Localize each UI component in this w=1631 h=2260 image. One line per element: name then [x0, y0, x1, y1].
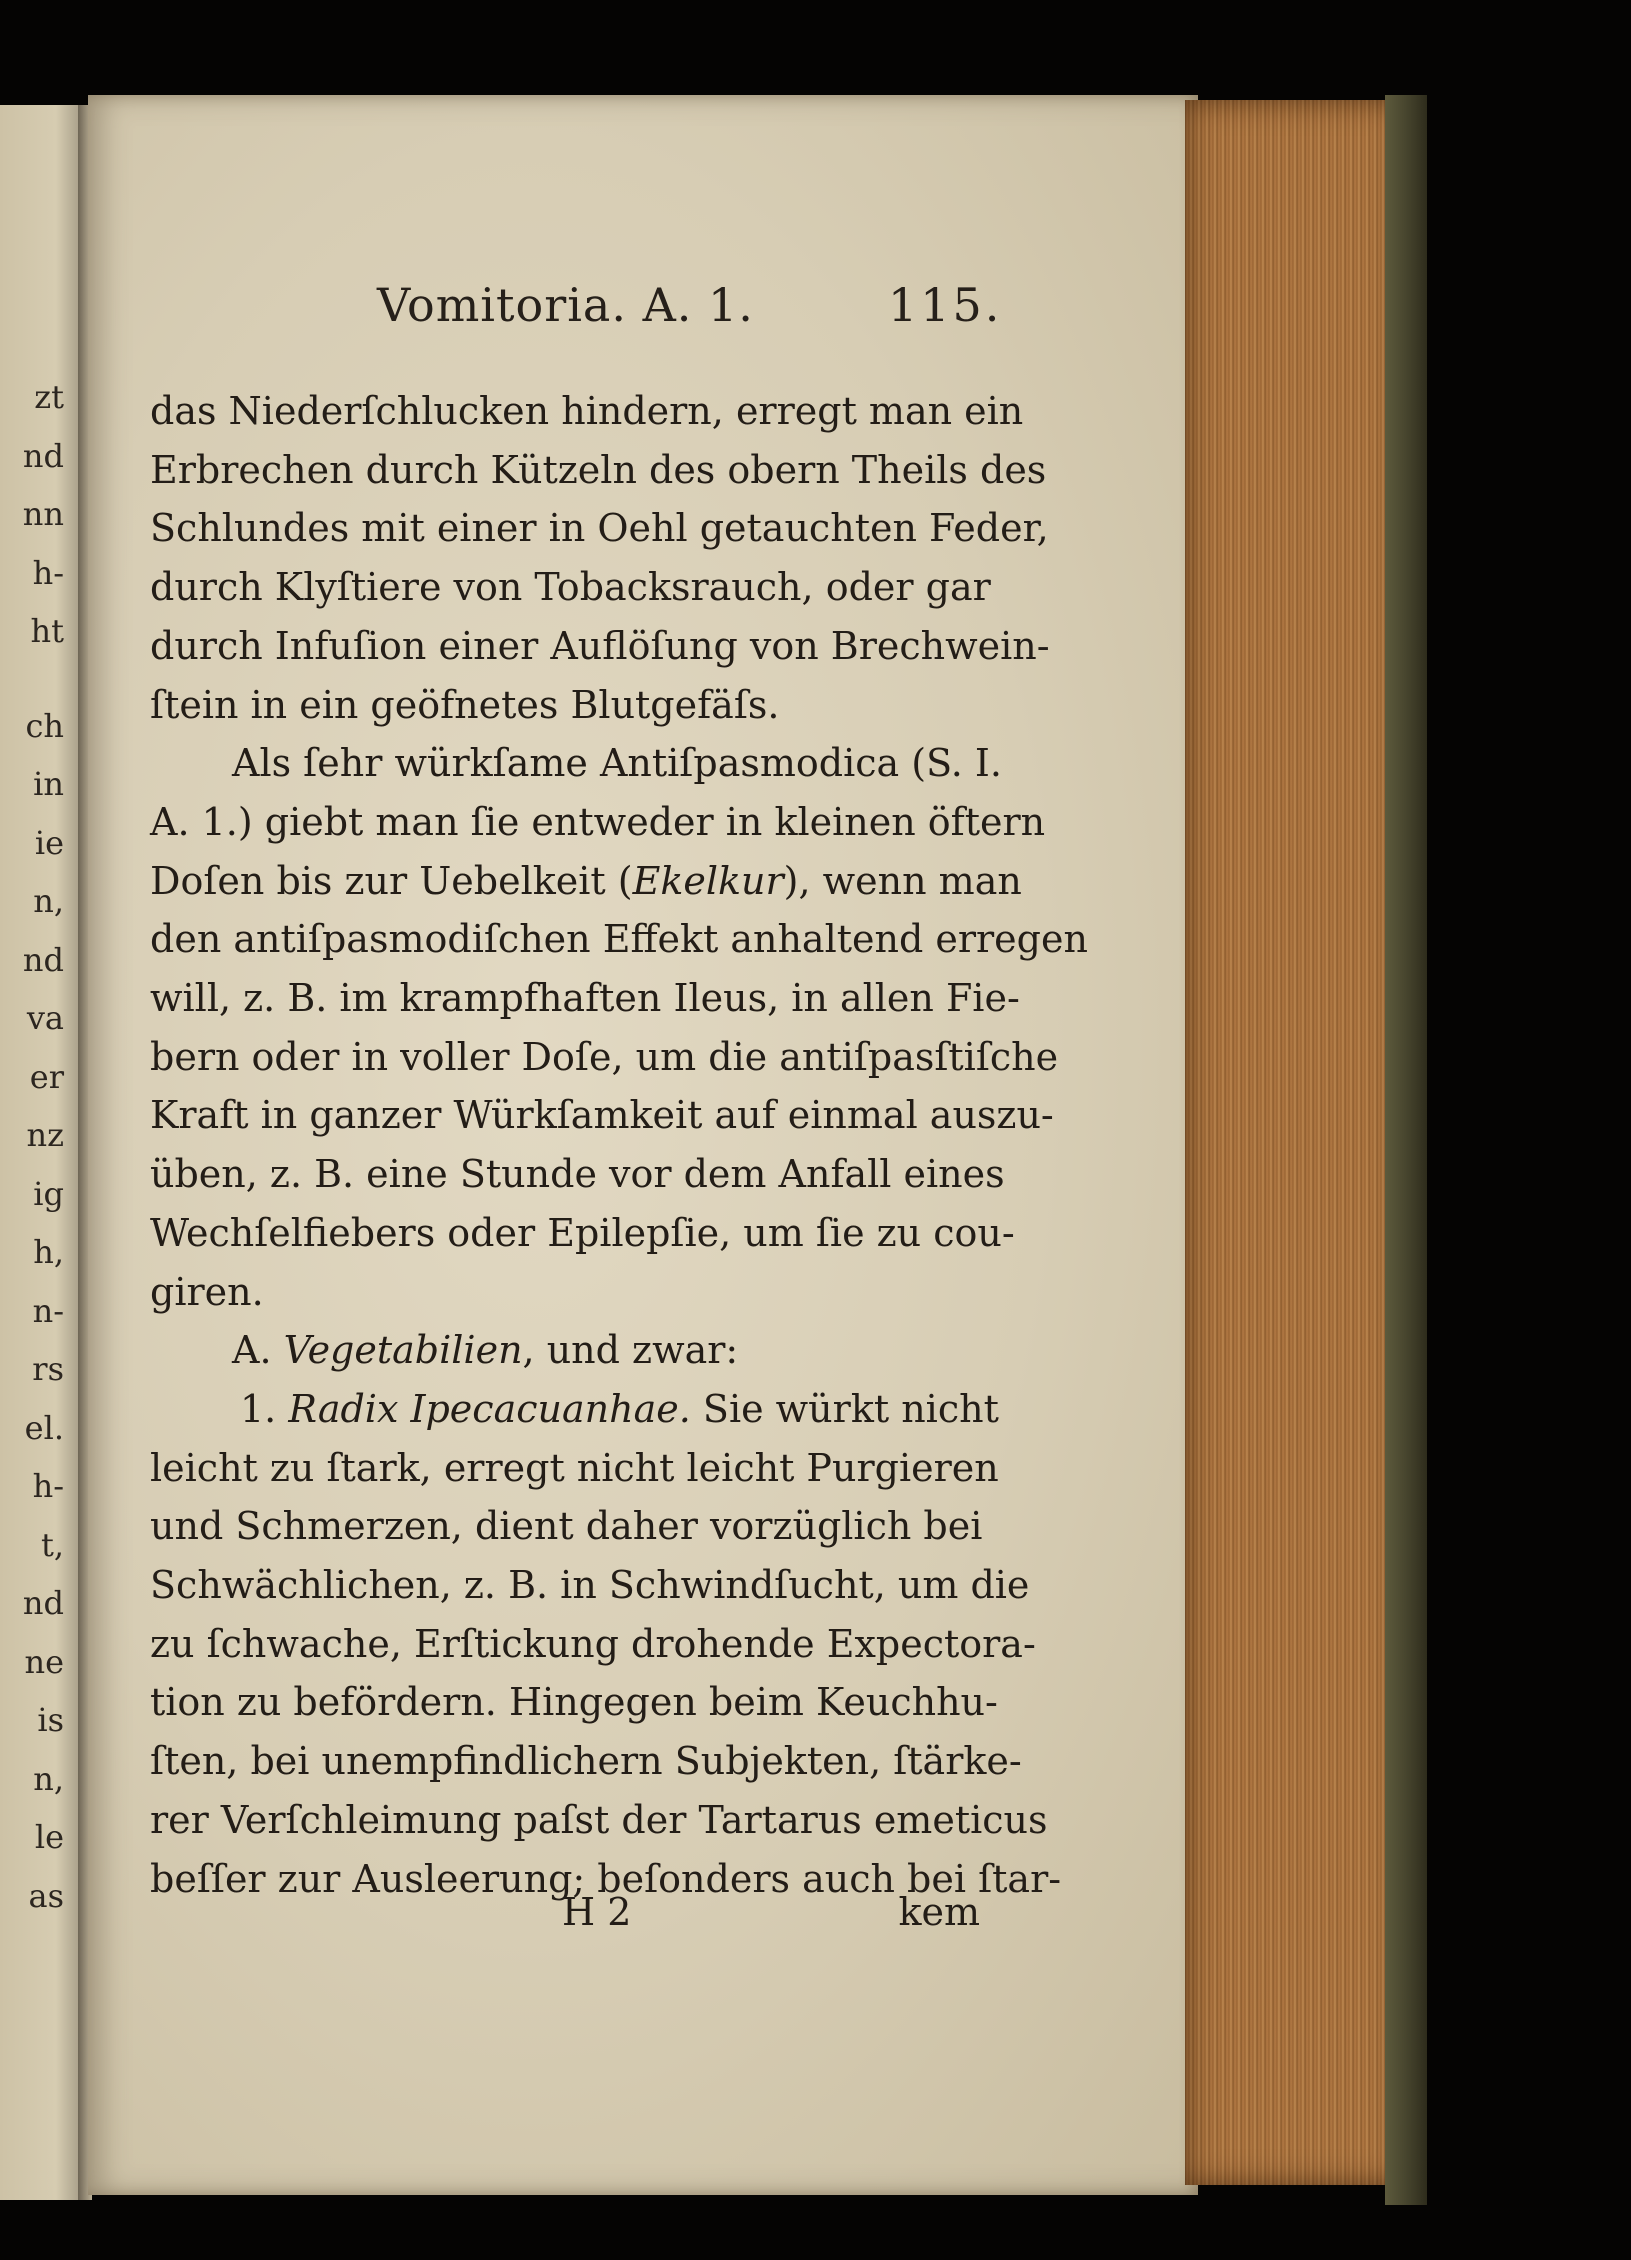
text-line: Kraft in ganzer Würkſamkeit auf einmal auszu- [150, 1093, 1054, 1138]
text-line [150, 852, 1022, 911]
fragment: ch [25, 706, 64, 745]
fragment: el. [24, 1408, 64, 1447]
fragment: nd [22, 436, 64, 475]
emphasis-vegetabilien: Vegetabilien [283, 1328, 523, 1373]
text-line: ſtein in ein geöfnetes Blutgefäſs. [150, 682, 780, 727]
page-number: 115. [888, 278, 1003, 332]
text-segment: A. [232, 1328, 284, 1373]
signature-mark: H 2 [562, 1890, 632, 1934]
text-line: durch Infuſion einer Auflöſung von Brechwein- [150, 623, 1050, 668]
running-title: Vomitoria. A. 1. [377, 278, 754, 332]
fragment: zt [34, 378, 64, 416]
fragment: n, [33, 882, 64, 920]
previous-page-text-fragments [0, 368, 64, 1925]
text-line: Schwächlichen, z. B. in Schwindſucht, um die [150, 1563, 1030, 1608]
paragraph-gap [0, 661, 64, 697]
text-line: bern oder in voller Doſe, um die antiſpasſtiſche [150, 1034, 1059, 1079]
fragment: h, [33, 1233, 64, 1271]
fragment: h- [32, 1467, 64, 1505]
fragment: nd [22, 940, 64, 979]
running-header [0, 278, 1631, 338]
text-segment: ), wenn man [783, 858, 1022, 903]
fragment: rs [32, 1350, 64, 1388]
fragment: nd [22, 1584, 64, 1622]
fragment: is [37, 1701, 64, 1739]
text-segment: 1. [240, 1386, 289, 1431]
fragment: ne [24, 1642, 64, 1681]
text-line: ſten, bei unempfindlichern Subjekten, ſtärke- [150, 1739, 1022, 1784]
fore-edge-pages [1185, 100, 1405, 2185]
fragment: n- [32, 1291, 64, 1330]
fragment: er [29, 1057, 64, 1096]
text-line: Wechſelfiebers oder Epilepſie, um ſie zu cou- [150, 1210, 1015, 1255]
text-line [150, 1380, 999, 1439]
fragment: t, [40, 1525, 64, 1564]
body-text [150, 382, 1088, 1908]
fragment: n, [33, 1759, 64, 1798]
fragment: va [26, 999, 64, 1037]
text-line: tion zu befördern. Hingegen beim Keuchhu- [150, 1680, 998, 1725]
text-line: giren. [150, 1269, 264, 1314]
text-segment: Doſen bis zur Uebelkeit ( [150, 858, 633, 903]
fragment: in [33, 765, 64, 803]
text-line: beſſer zur Ausleerung; beſonders auch bei ſtar- [150, 1856, 1062, 1901]
fragment: nz [26, 1116, 64, 1154]
fragment: h- [32, 553, 64, 592]
text-line: leicht zu ſtark, erregt nicht leicht Purgieren [150, 1445, 999, 1490]
text-line: Schlundes mit einer in Oehl getauchten Feder, [150, 506, 1049, 551]
text-line: durch Klyſtiere von Tobacksrauch, oder gar [150, 565, 991, 610]
text-line: will, z. B. im krampfhaften Ileus, in allen Fie- [150, 976, 1020, 1021]
text-line: das Niederſchlucken hindern, erregt man ein [150, 389, 1024, 433]
text-line: Erbrechen durch Kützeln des obern Theils des [150, 447, 1047, 492]
text-line: zu ſchwache, Erſtickung drohende Expectora- [150, 1621, 1036, 1666]
text-line: üben, z. B. eine Stunde vor dem Anfall eines [150, 1152, 1005, 1197]
catchword: kem [898, 1890, 980, 1934]
text-line: A. 1.) giebt man ſie entweder in kleinen öftern [150, 799, 1046, 844]
text-line: Als ſehr würkſame Antiſpasmodica (S. I. [232, 741, 1003, 786]
page-footer [150, 1890, 980, 1945]
emphasis-radix-ipecacuanhae: Radix Ipecacuanhae. [288, 1386, 691, 1431]
fragment: le [34, 1818, 64, 1856]
text-line: den antiſpasmodiſchen Effekt anhaltend erregen [150, 917, 1088, 962]
text-segment: , und zwar: [522, 1328, 739, 1373]
fragment: as [28, 1876, 64, 1915]
cover-edge [1385, 95, 1427, 2205]
text-segment: Sie würkt nicht [690, 1386, 999, 1431]
fragment: nn [22, 495, 64, 533]
text-line: rer Verſchleimung paſst der Tartarus emeticus [150, 1797, 1048, 1842]
section-heading [150, 1321, 980, 1380]
fragment: ht [30, 612, 64, 650]
fragment: ig [33, 1174, 64, 1213]
text-line: und Schmerzen, dient daher vorzüglich bei [150, 1504, 983, 1549]
emphasis-ekelkur: Ekelkur [632, 858, 784, 903]
fragment: ie [34, 823, 64, 862]
